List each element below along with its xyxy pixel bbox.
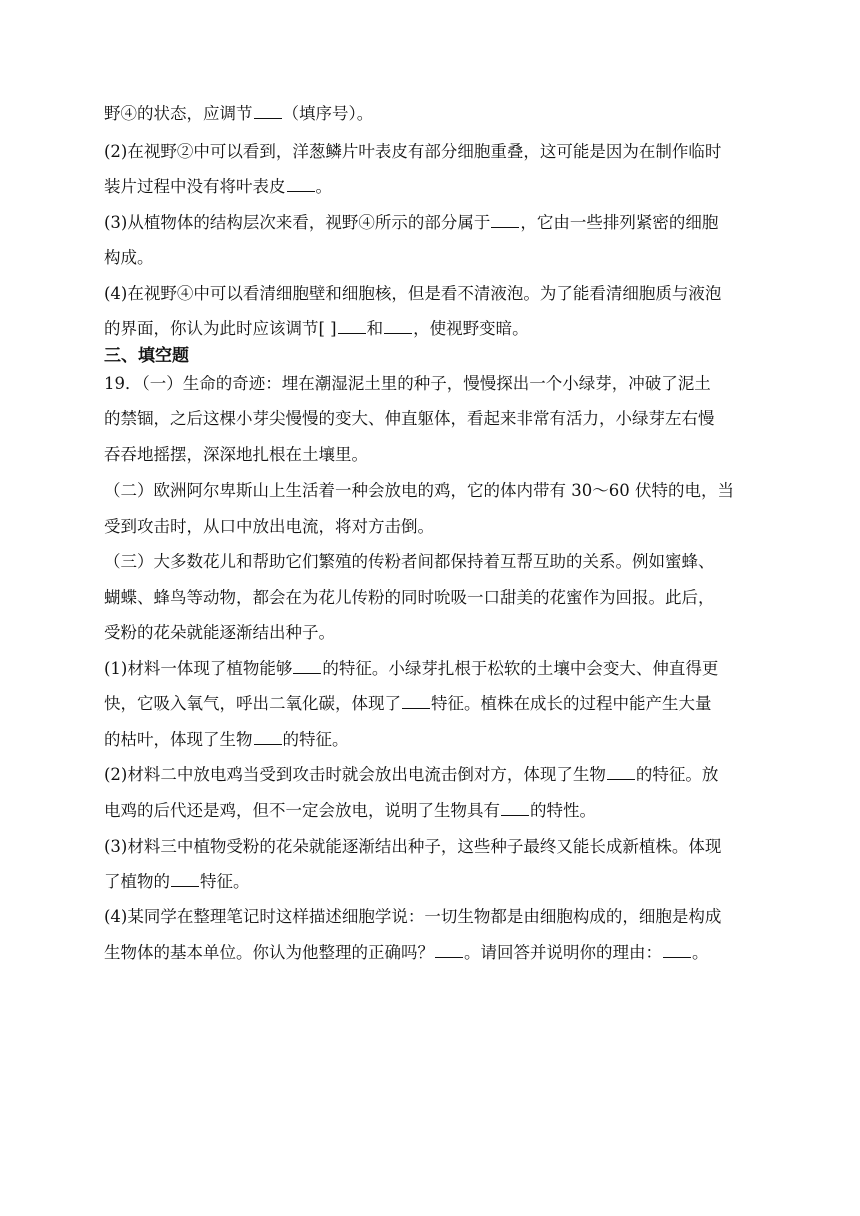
text-segment: 的界面，你认为此时应该调节[ ] — [104, 319, 337, 338]
text-line — [104, 764, 760, 786]
text-line — [104, 283, 760, 305]
answer-blank[interactable] — [435, 943, 463, 958]
text-line — [104, 551, 760, 573]
answer-blank[interactable] — [293, 659, 321, 674]
text-segment: (3)从植物体的结构层次来看，视野④所示的部分属于 — [104, 213, 491, 232]
text-segment: 受粉的花朵就能逐渐结出种子。 — [104, 623, 335, 642]
text-segment: 了植物的 — [104, 872, 170, 891]
text-line — [104, 906, 760, 928]
text-segment: 的枯叶，体现了生物 — [104, 730, 253, 749]
answer-blank[interactable] — [501, 801, 529, 816]
text-segment: （三）大多数花儿和帮助它们繁殖的传粉者间都保持着互帮互助的关系。例如蜜蜂、 — [104, 552, 715, 571]
text-segment: 吞吞地摇摆，深深地扎根在土壤里。 — [104, 445, 368, 464]
text-segment: （二）欧洲阿尔卑斯山上生活着一种会放电的鸡，它的体内带有 30～60 伏特的电，当 — [104, 481, 734, 500]
text-segment: 蝴蝶、蜂鸟等动物，都会在为花儿传粉的同时吮吸一口甜美的花蜜作为回报。此后， — [104, 588, 715, 607]
text-segment: (4)某同学在整理笔记时这样描述细胞学说：一切生物都是由细胞构成的，细胞是构成 — [104, 907, 722, 926]
answer-blank[interactable] — [287, 177, 315, 192]
text-segment: 的特征。放 — [635, 765, 719, 784]
text-segment: 和 — [366, 319, 384, 338]
text-segment: ，使视野变暗。 — [413, 319, 529, 338]
text-segment: 特征。植株在成长的过程中能产生大量 — [431, 694, 712, 713]
text-line — [104, 373, 760, 395]
answer-blank[interactable] — [663, 943, 691, 958]
text-line — [104, 622, 760, 644]
text-line — [104, 658, 760, 680]
answer-blank[interactable] — [171, 872, 199, 887]
answer-blank[interactable] — [607, 765, 635, 780]
text-line — [104, 444, 760, 466]
text-line — [104, 800, 760, 822]
text-line — [104, 212, 760, 234]
answer-blank[interactable] — [384, 319, 412, 334]
text-segment: 电鸡的后代还是鸡，但不一定会放电，说明了生物具有 — [104, 801, 500, 820]
text-line — [104, 693, 760, 715]
text-segment: 的特性。 — [530, 801, 596, 820]
text-segment: (4)在视野④中可以看清细胞壁和细胞核，但是看不清液泡。为了能看清细胞质与液泡 — [104, 284, 722, 303]
text-segment: 装片过程中没有将叶表皮 — [104, 177, 286, 196]
text-segment: 受到攻击时，从口中放出电流，将对方击倒。 — [104, 517, 434, 536]
text-line — [104, 871, 760, 893]
text-segment: 。请回答并说明你的理由： — [464, 943, 662, 962]
text-line — [104, 516, 760, 538]
text-line — [104, 729, 760, 751]
text-segment: 特征。 — [200, 872, 250, 891]
text-line — [104, 942, 760, 964]
text-line — [104, 408, 760, 430]
answer-blank[interactable] — [254, 104, 282, 119]
text-segment: 。 — [692, 943, 709, 962]
text-line — [104, 480, 760, 502]
section-heading: 三、填空题 — [104, 346, 189, 366]
text-segment: 构成。 — [104, 248, 154, 267]
text-segment: 生物体的基本单位。你认为他整理的正确吗？ — [104, 943, 434, 962]
text-line — [104, 141, 760, 163]
text-segment: 的禁锢，之后这棵小芽尖慢慢的变大、伸直躯体，看起来非常有活力，小绿芽左右慢 — [104, 409, 715, 428]
text-segment: 快，它吸入氧气，呼出二氧化碳，体现了 — [104, 694, 401, 713]
text-line — [104, 247, 760, 269]
text-segment: 的特征。小绿芽扎根于松软的土壤中会变大、伸直得更 — [322, 659, 719, 678]
answer-blank[interactable] — [491, 213, 519, 228]
text-segment: 。 — [315, 177, 332, 196]
answer-blank[interactable] — [402, 694, 430, 709]
text-line — [104, 318, 760, 340]
text-segment: (2)材料二中放电鸡当受到攻击时就会放出电流击倒对方，体现了生物 — [104, 765, 606, 784]
text-line — [104, 103, 760, 125]
text-segment: (2)在视野②中可以看到，洋葱鳞片叶表皮有部分细胞重叠，这可能是因为在制作临时 — [104, 142, 722, 161]
text-segment: (3)材料三中植物受粉的花朵就能逐渐结出种子，这些种子最终又能长成新植株。体现 — [104, 837, 722, 856]
text-segment: 野④的状态，应调节 — [104, 104, 253, 123]
text-segment: 19．（一）生命的奇迹：埋在潮湿泥土里的种子，慢慢探出一个小绿芽，冲破了泥土 — [104, 374, 711, 393]
text-segment: ，它由一些排列紧密的细胞 — [520, 213, 719, 232]
text-segment: （填序号）。 — [282, 104, 374, 123]
text-line — [104, 836, 760, 858]
answer-blank[interactable] — [338, 319, 366, 334]
text-line — [104, 176, 760, 198]
text-line — [104, 587, 760, 609]
text-segment: (1)材料一体现了植物能够 — [104, 659, 293, 678]
text-segment: 的特征。 — [282, 730, 349, 749]
answer-blank[interactable] — [254, 730, 282, 745]
